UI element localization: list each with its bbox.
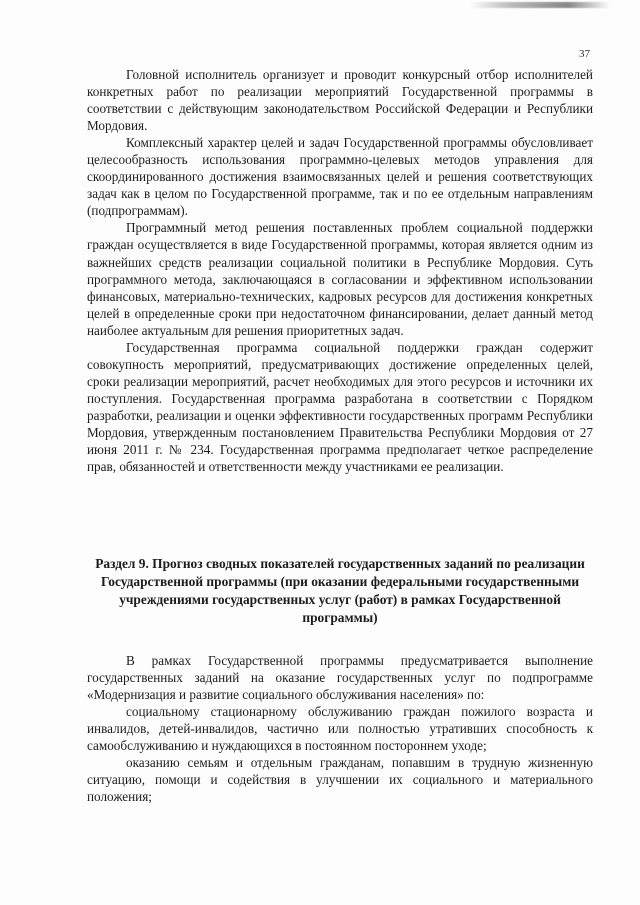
paragraph-complex-character: Комплексный характер целей и задач Государственной программы обусловливает целесообразность использования программно-целевых методов управления для скоординированного достижения взаимосвязанных целей и решения соответствующих задач как в целом по Государственной программе, так и по ее отдельным направлениям (подпрограммам). xyxy=(87,135,593,219)
list-item: социальному стационарному обслуживанию граждан пожилого возраста и инвалидов, детей-инвалидов, частично или полностью утративших способность к самообслуживанию и нуждающихся в постоянном постороннем уходе; xyxy=(87,704,593,754)
page-number: 37 xyxy=(579,48,590,60)
body-text xyxy=(87,66,593,475)
list-item: оказанию семьям и отдельным гражданам, попавшим в трудную жизненную ситуацию, помощи и содействия в улучшении их социального и материального положения; xyxy=(87,755,593,805)
section-heading: Раздел 9. Прогноз сводных показателей государственных заданий по реализации Государственной программы (при оказании федеральными государственными учреждениями государственных услуг (работ) в рамках Государственной программы) xyxy=(95,556,585,625)
paragraph-executor-selection: Головной исполнитель организует и проводит конкурсный отбор исполнителей конкретных работ по реализации мероприятий Государственной программы в соответствии с действующим законодательством Российской Федерации и Республики Мордовия. xyxy=(87,67,593,134)
section-intro: В рамках Государственной программы предусматривается выполнение государственных заданий на оказание государственных услуг по подпрограмме «Модернизация и развитие социального обслуживания населения» по: xyxy=(87,653,593,703)
scan-artifact xyxy=(470,2,610,8)
section-body xyxy=(87,652,593,805)
paragraph-program-method: Программный метод решения поставленных проблем социальной поддержки граждан осуществляется в виде Государственной программы, которая является одним из важнейших средств реализации социальной политики в Республике Мордовия. Суть программного метода, заключающаяся в согласовании и эффективном использовании финансовых, материально-технических, кадровых ресурсов для достижения конкретных целей в определенные сроки при недостаточном финансировании, делает данный метод наиболее актуальным для решения приоритетных задач. xyxy=(87,220,593,338)
paragraph-program-content: Государственная программа социальной поддержки граждан содержит совокупность мероприятий, предусматривающих достижение определенных целей, сроки реализации мероприятий, расчет необходимых для этого ресурсов и источники их поступления. Государственная программа разработана в соответствии с Порядком разработки, реализации и оценки эффективности государственных программ Республики Мордовия, утвержденным постановлением Правительства Республики Мордовия от 27 июня 2011 г. № 234. Государственная программа предполагает четкое распределение прав, обязанностей и ответственности между участниками ее реализации. xyxy=(87,339,593,475)
